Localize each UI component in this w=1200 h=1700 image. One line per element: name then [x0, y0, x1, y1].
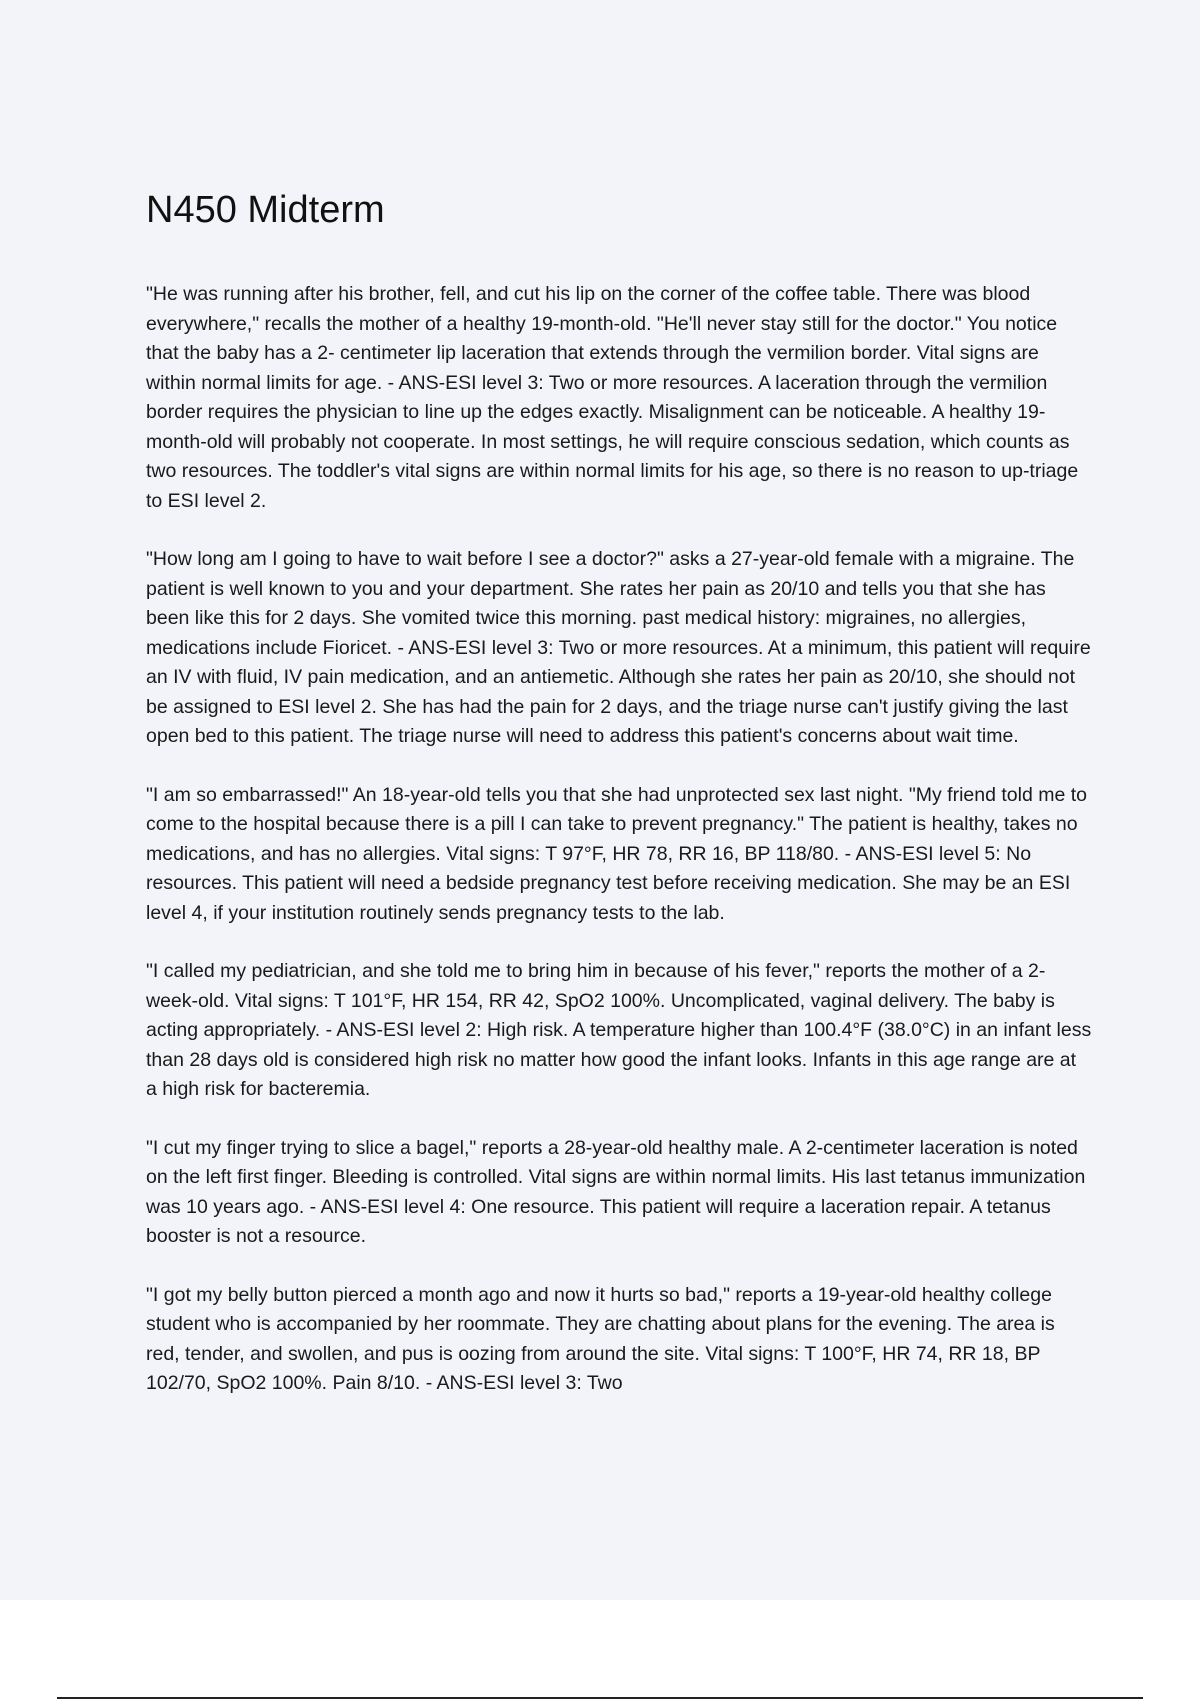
page-title: N450 Midterm — [146, 189, 385, 231]
paragraph-infant-fever: "I called my pediatrician, and she told me to bring him in because of his fever," reports the mother of a 2-week-old. Vital signs: T 101°F, HR 154, RR 42, SpO2 100%. Uncomplicated, vaginal delivery. The baby is acting appropriately. - ANS-ESI level 2: High risk. A temperature higher than 100.4°F (38.0°C) in an infant less than 28 days old is considered high risk no matter how good the infant looks. Infants in this age range are at a high risk for bacteremia. — [146, 960, 1092, 1100]
paragraph-migraine: "How long am I going to have to wait before I see a doctor?" asks a 27-year-old female with a migraine. The patient is well known to you and your department. She rates her pain as 20/10 and tells you that she has been like this for 2 days. She vomited twice this morning. past medical history: migraines, no allergies, medications include Fioricet. - ANS-ESI level 3: Two or more resources. At a minimum, this patient will require an IV with fluid, IV pain medication, and an antiemetic. Although she rates her pain as 20/10, she should not be assigned to ESI level 2. She has had the pain for 2 days, and the triage nurse can't justify giving the last open bed to this patient. The triage nurse will need to address this patient's concerns about wait time. — [146, 548, 1091, 747]
document-body — [146, 280, 1092, 1428]
footer-divider — [57, 1697, 1143, 1699]
paragraph-piercing-infection: "I got my belly button pierced a month ago and now it hurts so bad," reports a 19-year-old healthy college student who is accompanied by her roommate. They are chatting about plans for the evening. The area is red, tender, and swollen, and pus is oozing from around the site. Vital signs: T 100°F, HR 74, RR 18, BP 102/70, SpO2 100%. Pain 8/10. - ANS-ESI level 3: Two — [146, 1283, 1055, 1394]
paragraph-lip-laceration: "He was running after his brother, fell, and cut his lip on the corner of the coffee table. There was blood everywhere," recalls the mother of a healthy 19-month-old. "He'll never stay still for the doctor." You notice that the baby has a 2- centimeter lip laceration that extends through the vermilion border. Vital signs are within normal limits for age. - ANS-ESI level 3: Two or more resources. A laceration through the vermilion border requires the physician to line up the edges exactly. Misalignment can be noticeable. A healthy 19-month-old will probably not cooperate. In most settings, he will require conscious sedation, which counts as two resources. The toddler's vital signs are within normal limits for his age, so there is no reason to up-triage to ESI level 2. — [146, 283, 1079, 512]
paragraph-emergency-contraception: "I am so embarrassed!" An 18-year-old tells you that she had unprotected sex last night. "My friend told me to come to the hospital because there is a pill I can take to prevent pregnancy." The patient is healthy, takes no medications, and has no allergies. Vital signs: T 97°F, HR 78, RR 16, BP 118/80. - ANS-ESI level 5: No resources. This patient will need a bedside pregnancy test before receiving medication. She may be an ESI level 4, if your institution routinely sends pregnancy tests to the lab. — [146, 783, 1087, 924]
paragraph-finger-laceration: "I cut my finger trying to slice a bagel," reports a 28-year-old healthy male. A 2-centimeter laceration is noted on the left first finger. Bleeding is controlled. Vital signs are within normal limits. His last tetanus immunization was 10 years ago. - ANS-ESI level 4: One resource. This patient will require a laceration repair. A tetanus booster is not a resource. — [146, 1136, 1086, 1247]
